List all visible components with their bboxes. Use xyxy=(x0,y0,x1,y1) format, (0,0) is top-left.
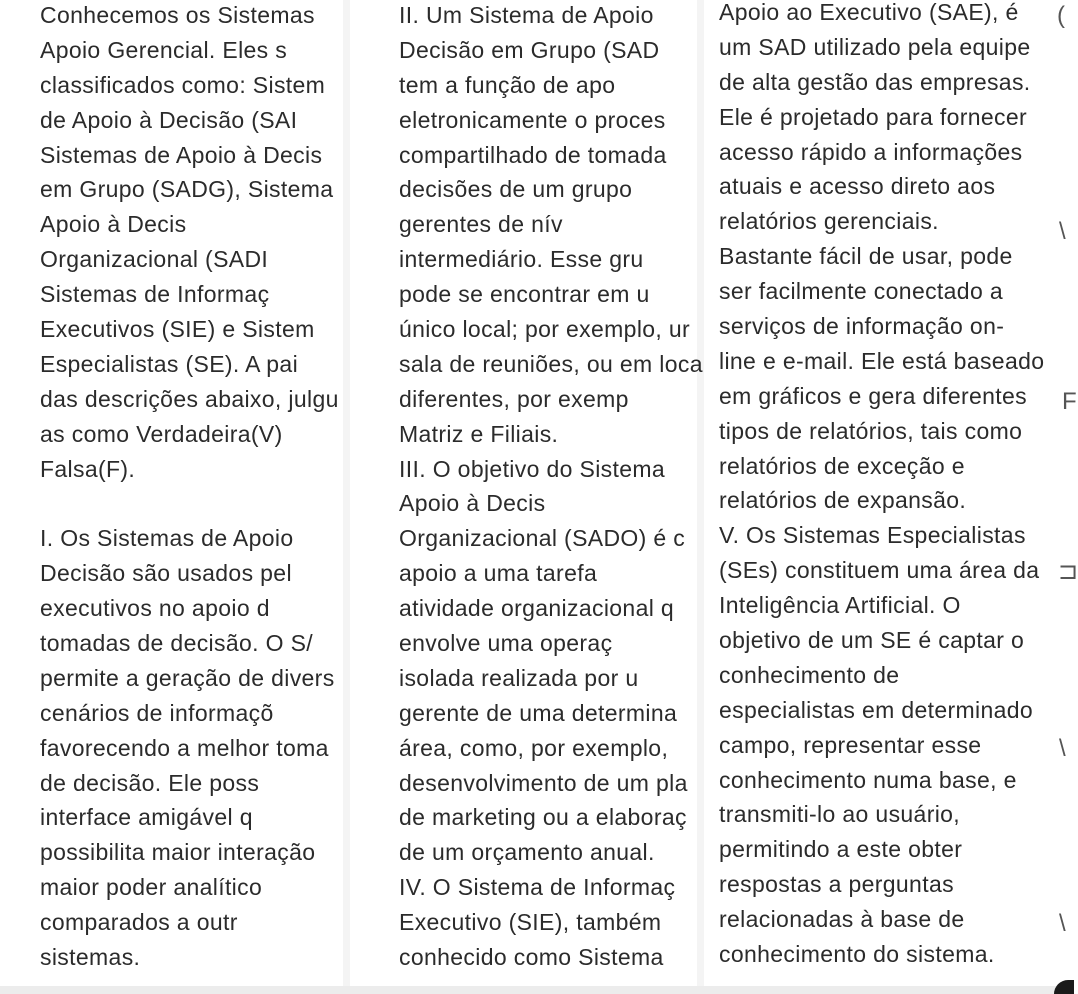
text-line: (SEs) constituem uma área da xyxy=(719,557,1040,584)
text-line: Falsa(F). xyxy=(40,455,136,482)
text-line: maior poder analítico xyxy=(40,874,263,901)
text-line: de alta gestão das empresas. xyxy=(719,68,1031,95)
text-line: em Grupo (SADG), Sistema xyxy=(40,176,334,203)
text-line: as como Verdadeira(V) xyxy=(40,420,283,447)
text-line: respostas a perguntas xyxy=(719,871,954,898)
text-line: um SAD utilizado pela equipe xyxy=(719,33,1031,60)
text-line: Apoio à Decis xyxy=(40,211,187,238)
edge-fragment: \ xyxy=(1059,218,1066,245)
text-line: das descrições abaixo, julgu xyxy=(40,385,339,412)
text-line: gerente de uma determina xyxy=(399,699,678,726)
text-line: de marketing ou a elaboraç xyxy=(399,804,687,831)
text-line: relatórios de expansão. xyxy=(719,487,967,514)
text-line: tipos de relatórios, tais como xyxy=(719,417,1023,444)
text-line: II. Um Sistema de Apoio xyxy=(399,2,654,28)
edge-fragment: \ xyxy=(1059,910,1066,937)
text-line: Decisão são usados pel xyxy=(40,560,292,587)
text-line: pode se encontrar em u xyxy=(399,281,650,308)
text-line: atividade organizacional q xyxy=(399,595,675,622)
text-line: serviços de informação on- xyxy=(719,313,1005,340)
text-line: sistemas. xyxy=(40,944,141,971)
text-line: permitindo a este obter xyxy=(719,836,963,863)
text-line: Matriz e Filiais. xyxy=(399,420,559,447)
text-line: Apoio ao Executivo (SAE), é xyxy=(719,0,1019,25)
text-line: Conhecemos os Sistemas xyxy=(40,2,315,28)
text-line: transmiti-lo ao usuário, xyxy=(719,801,961,828)
text-line: relacionadas à base de xyxy=(719,906,965,933)
text-line: eletronicamente o proces xyxy=(399,106,666,133)
edge-fragment: ⊐ xyxy=(1058,558,1078,585)
text-line: especialistas em determinado xyxy=(719,696,1034,723)
text-line: intermediário. Esse gru xyxy=(399,246,644,273)
text-line: acesso rápido a informações xyxy=(719,138,1023,165)
text-line: Ele é projetado para fornecer xyxy=(719,103,1028,130)
text-line: tomadas de decisão. O S/ xyxy=(40,630,314,657)
clipped-column-edge xyxy=(1053,0,1078,994)
text-line: Sistemas de Apoio à Decis xyxy=(40,141,323,168)
text-line: objetivo de um SE é captar o xyxy=(719,627,1025,654)
text-line: Executivos (SIE) e Sistem xyxy=(40,316,315,343)
text-line: Executivo (SIE), também xyxy=(399,909,662,936)
text-column-3 xyxy=(704,0,1053,994)
text-line: área, como, por exemplo, xyxy=(399,734,669,761)
text-line: Apoio à Decis xyxy=(399,490,546,517)
text-line: Organizacional (SADI xyxy=(40,246,269,273)
text-line: V. Os Sistemas Especialistas xyxy=(719,522,1026,549)
text-line: Decisão em Grupo (SAD xyxy=(399,36,660,63)
text-line: cenários de informaçõ xyxy=(40,699,274,726)
text-column-1 xyxy=(0,0,343,994)
text-line: envolve uma operaç xyxy=(399,630,613,657)
text-line: apoio a uma tarefa xyxy=(399,560,598,587)
text-line: I. Os Sistemas de Apoio xyxy=(40,525,294,552)
text-line: atuais e acesso direto aos xyxy=(719,173,996,200)
text-line: compartilhado de tomada xyxy=(399,141,667,168)
text-line: sala de reuniões, ou em loca xyxy=(399,350,703,377)
text-line: IV. O Sistema de Informaç xyxy=(399,874,676,901)
text-line: III. O objetivo do Sistema xyxy=(399,455,666,482)
text-line: Especialistas (SE). A pai xyxy=(40,350,299,377)
text-line: executivos no apoio d xyxy=(40,595,270,622)
text-line: relatórios gerenciais. xyxy=(719,208,939,235)
column-2-text xyxy=(399,0,703,975)
text-line: diferentes, por exemp xyxy=(399,385,629,412)
text-line: comparados a outr xyxy=(40,909,238,936)
edge-fragment: ( xyxy=(1057,2,1065,29)
text-line: ser facilmente conectado a xyxy=(719,278,1003,305)
text-line: Organizacional (SADO) é c xyxy=(399,525,686,552)
text-line xyxy=(40,486,339,521)
text-line: de Apoio à Decisão (SAI xyxy=(40,106,298,133)
text-line: isolada realizada por u xyxy=(399,664,639,691)
text-line: de decisão. Ele poss xyxy=(40,769,260,796)
text-line: favorecendo a melhor toma xyxy=(40,734,329,761)
edge-fragment: F xyxy=(1062,388,1077,415)
text-line: campo, representar esse xyxy=(719,731,982,758)
text-line: Bastante fácil de usar, pode xyxy=(719,243,1013,270)
text-line: Sistemas de Informaç xyxy=(40,281,270,308)
text-line: conhecimento de xyxy=(719,661,900,688)
text-line: decisões de um grupo xyxy=(399,176,633,203)
text-line: tem a função de apo xyxy=(399,71,616,98)
column-3-text xyxy=(719,0,1044,972)
edge-fragment: \ xyxy=(1059,735,1066,762)
text-line: desenvolvimento de um pla xyxy=(399,769,688,796)
text-line: permite a geração de divers xyxy=(40,664,335,691)
text-line: único local; por exemplo, ur xyxy=(399,316,691,343)
text-line: interface amigável q xyxy=(40,804,253,831)
text-line: relatórios de exceção e xyxy=(719,452,965,479)
text-column-2 xyxy=(350,0,703,994)
text-line: Inteligência Artificial. O xyxy=(719,592,961,619)
column-gutter xyxy=(343,0,350,994)
text-line: line e e-mail. Ele está baseado xyxy=(719,347,1045,374)
text-line: gerentes de nív xyxy=(399,211,563,238)
text-line: classificados como: Sistem xyxy=(40,71,326,98)
column-1-text xyxy=(40,0,339,975)
text-line: possibilita maior interação xyxy=(40,839,316,866)
text-line: conhecimento do sistema. xyxy=(719,941,995,968)
text-line: conhecimento numa base, e xyxy=(719,766,1017,793)
text-line: Apoio Gerencial. Eles s xyxy=(40,36,288,63)
bottom-edge xyxy=(0,986,1074,994)
text-line: em gráficos e gera diferentes xyxy=(719,382,1028,409)
text-line: de um orçamento anual. xyxy=(399,839,655,866)
text-line: conhecido como Sistema xyxy=(399,944,664,971)
